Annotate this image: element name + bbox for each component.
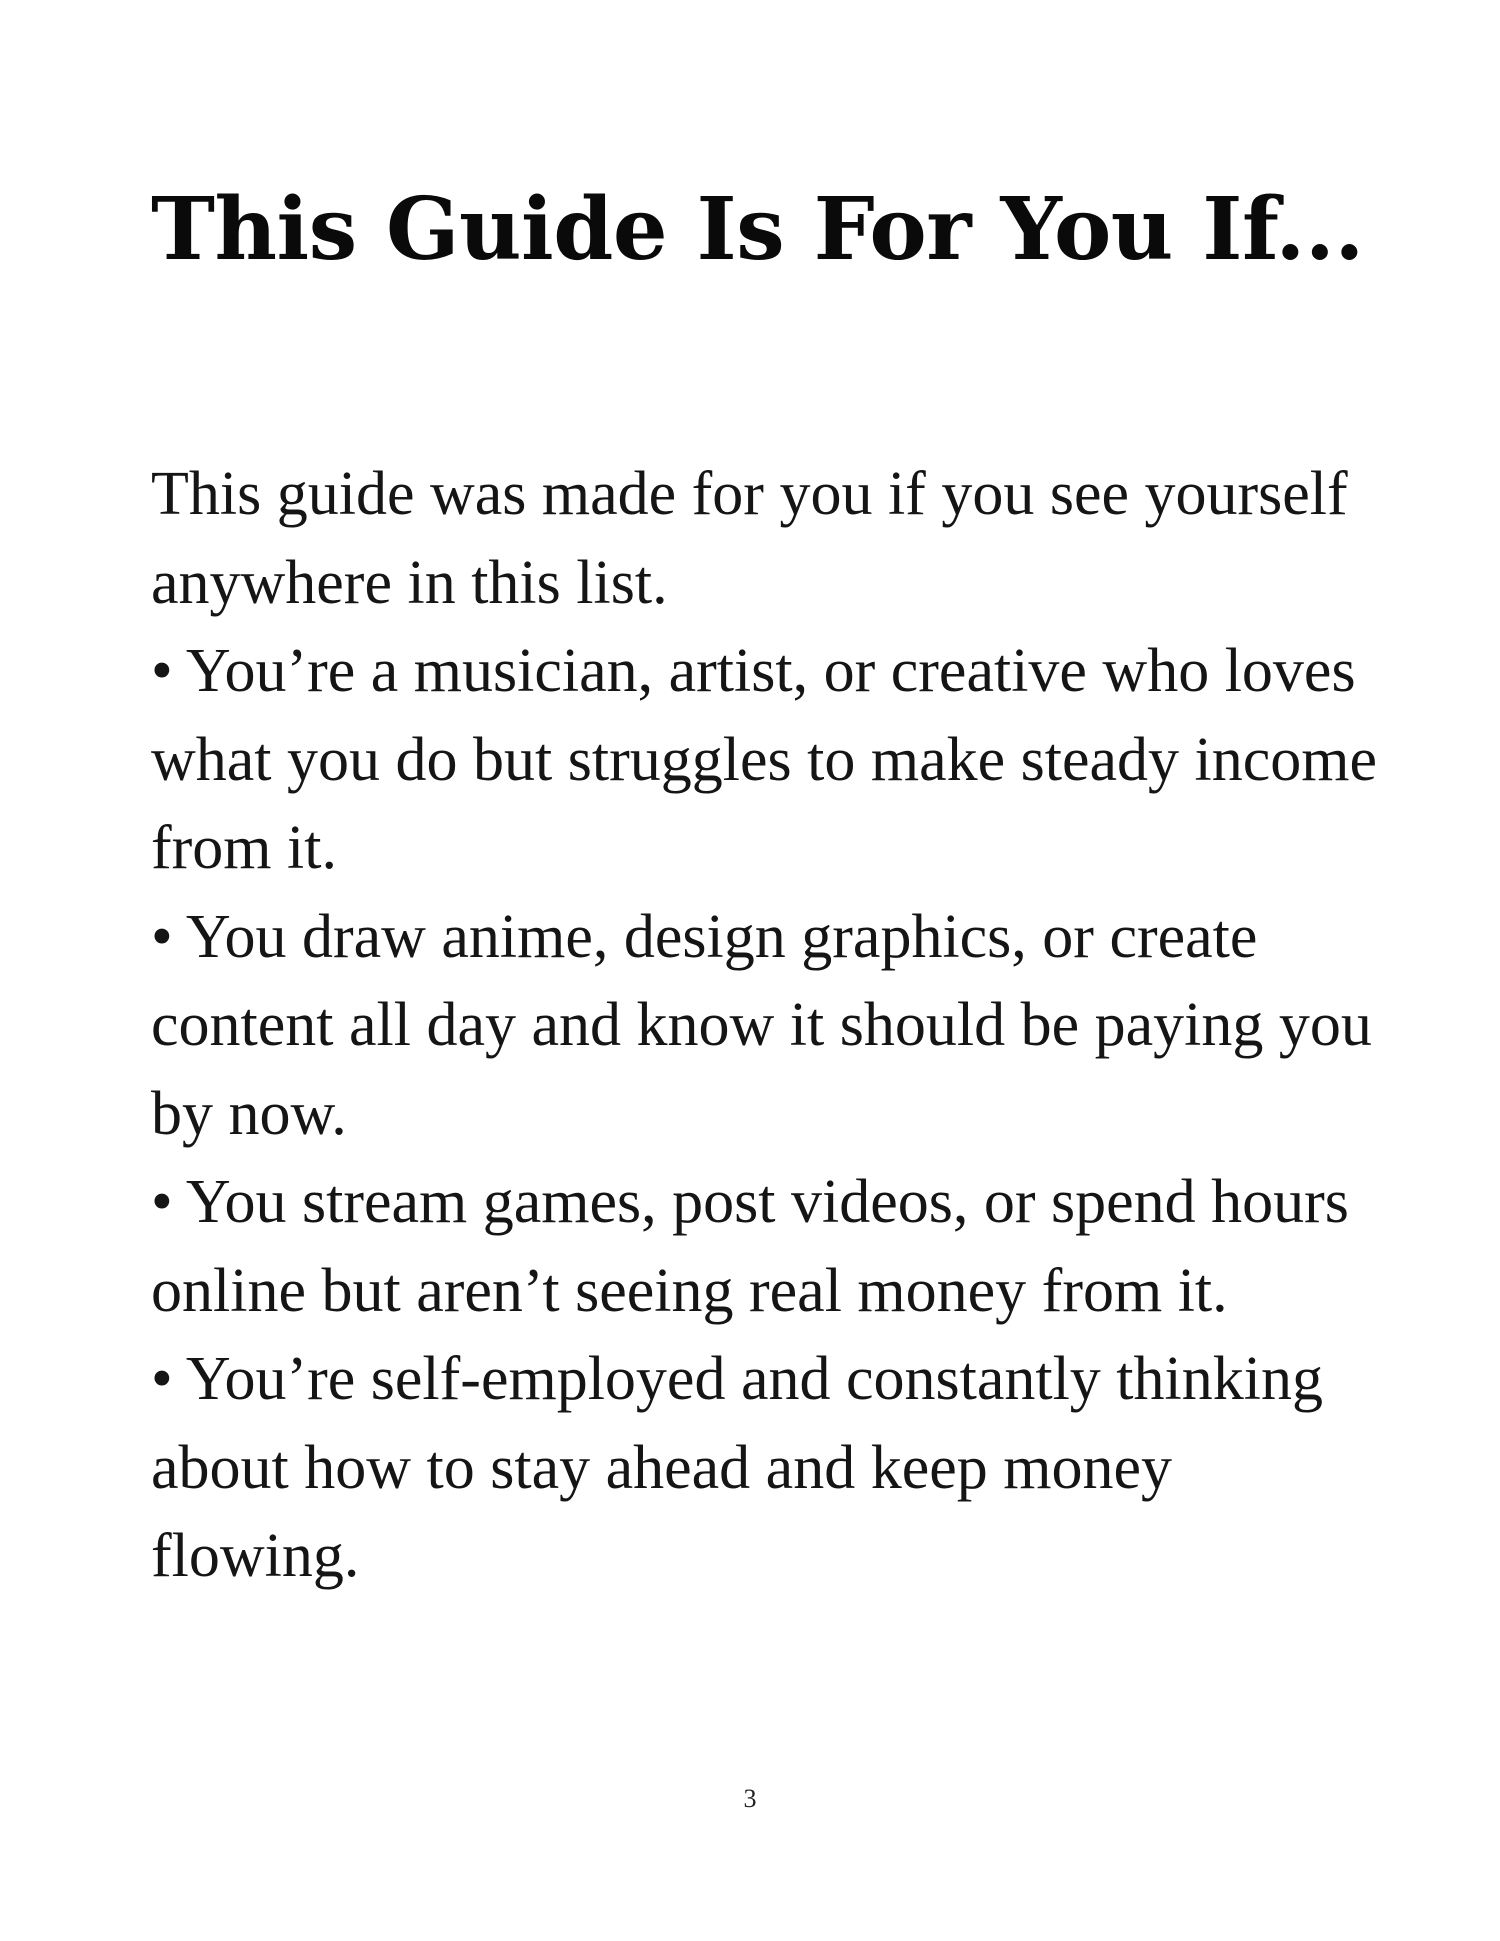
- list-item: • You stream games, post videos, or spend hours online but aren’t seeing real money from it.: [151, 1168, 1349, 1325]
- list-item: • You’re self-employed and constantly thinking about how to stay ahead and keep money flowing.: [151, 1345, 1323, 1590]
- intro-paragraph: This guide was made for you if you see yourself anywhere in this list.: [151, 460, 1348, 617]
- body-text: [151, 450, 1381, 1601]
- page-number: 3: [743, 1784, 757, 1813]
- page-title: This Guide Is For You If...: [151, 179, 1364, 280]
- list-item: • You’re a musician, artist, or creative who loves what you do but struggles to make steady income from it.: [151, 637, 1377, 882]
- list-item: • You draw anime, design graphics, or create content all day and know it should be paying you by now.: [151, 902, 1372, 1148]
